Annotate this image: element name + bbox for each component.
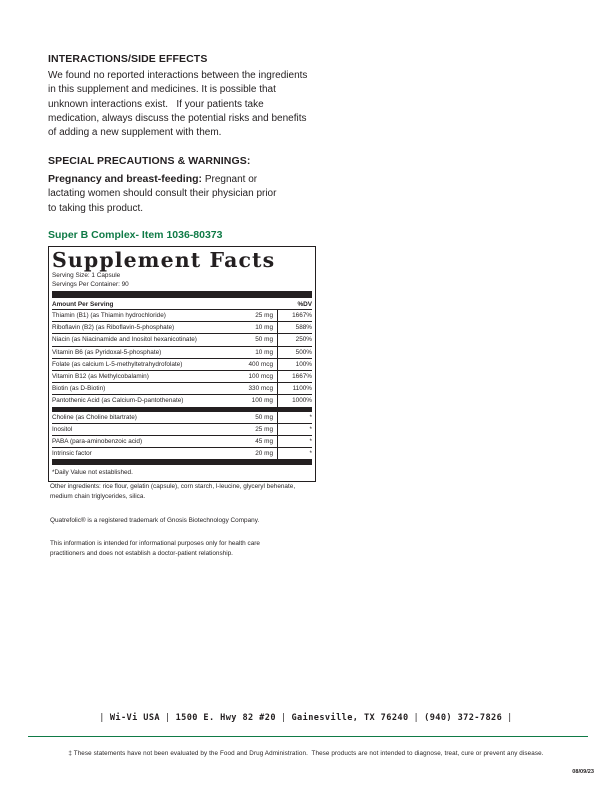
facts-row (52, 322, 312, 334)
supplement-facts-panel (48, 246, 316, 482)
col-dv-header: %DV (297, 301, 312, 308)
daily-value-footnote: *Daily Value not established. (52, 469, 133, 477)
footer-separator: | (413, 713, 420, 723)
nutrient-name: Thiamin (B1) (as Thiamin hydrochloride) (52, 312, 166, 319)
info-line: practitioners and does not establish a doctor-patient relationship. (50, 550, 233, 557)
facts-title: Supplement Facts (52, 248, 276, 272)
interactions-line: in this supplement and medicines. It is possible that (48, 84, 276, 96)
nutrient-amount: 10 mg (207, 347, 278, 358)
facts-row (52, 383, 312, 395)
nutrient-name: Inositol (52, 425, 73, 433)
facts-row (52, 359, 312, 371)
facts-row (52, 448, 312, 460)
nutrient-name: Folate (as calcium L-5-methyltetrahydrofolate) (52, 360, 183, 368)
other-ingredients-line: medium chain triglycerides, silica. (50, 493, 146, 500)
interactions-line: unknown interactions exist. If your patients take (48, 98, 264, 110)
facts-row (52, 412, 312, 424)
facts-rows-vitamins (52, 310, 312, 408)
nutrient-amount: 400 mcg (207, 359, 278, 370)
nutrient-dv: 100% (295, 360, 312, 368)
nutrient-name: Riboflavin (B2) (as Riboflavin-5-phosphate) (52, 324, 175, 332)
facts-header-row (52, 299, 312, 310)
nutrient-dv: * (309, 413, 312, 421)
interactions-line: of adding a new supplement with them. (48, 127, 222, 139)
precautions-text (48, 172, 338, 216)
nutrient-amount: 10 mg (207, 322, 278, 333)
facts-thick-rule (52, 291, 312, 298)
facts-row (52, 347, 312, 359)
footer-company: Wi-Vi USA (109, 713, 160, 723)
interactions-text (48, 69, 318, 140)
trademark-note: Quatrefolic® is a registered trademark of Gnosis Biotechnology Company. (50, 517, 260, 524)
facts-row (52, 334, 312, 346)
footer-divider (28, 736, 588, 737)
serving-size: Serving Size: 1 Capsule (52, 272, 121, 279)
precautions-line: to taking this product. (48, 202, 144, 214)
info-line: This information is intended for informational purposes only for health care (50, 540, 260, 547)
footer-separator: | (164, 713, 171, 723)
nutrient-amount: 45 mg (207, 436, 278, 447)
nutrient-dv: * (309, 425, 312, 433)
other-ingredients-line: Other ingredients: rice flour, gelatin (capsule), corn starch, l-leucine, glyceryl behenate, (50, 483, 296, 490)
nutrient-amount: 100 mcg (207, 371, 278, 382)
facts-row (52, 395, 312, 407)
nutrient-dv: 1100% (292, 385, 312, 393)
nutrient-name: Vitamin B12 (as Methylcobalamin) (52, 373, 149, 381)
nutrient-amount: 330 mcg (207, 383, 278, 394)
nutrient-dv: 588% (295, 324, 312, 332)
nutrient-name: Biotin (as D-Biotin) (52, 385, 106, 393)
document-date: 08/09/23 (572, 769, 594, 775)
fda-disclaimer: ‡ These statements have not been evaluated by the Food and Drug Administration. These products are not intended to diagnose, treat, cure or prevent any disease. (68, 750, 544, 757)
interactions-heading: INTERACTIONS/SIDE EFFECTS (48, 53, 208, 65)
other-ingredients (50, 482, 320, 502)
nutrient-amount: 20 mg (207, 448, 278, 459)
info-note (50, 539, 320, 559)
footer-city: Gainesville, TX 76240 (291, 713, 409, 723)
nutrient-name: Pantothenic Acid (as Calcium-D-pantothenate) (52, 397, 184, 405)
nutrient-amount: 50 mg (207, 412, 278, 423)
nutrient-dv: 1667% (292, 373, 312, 381)
nutrient-dv: 500% (295, 348, 312, 356)
interactions-line: medication, always discuss the potential risks and benefits (48, 112, 307, 124)
nutrient-dv: 1667% (292, 312, 312, 319)
facts-row (52, 310, 312, 322)
facts-rows-other (52, 412, 312, 461)
facts-row (52, 424, 312, 436)
footer-phone: (940) 372-7826 (424, 713, 503, 723)
nutrient-amount: 25 mg (207, 310, 278, 321)
servings-per-container: Servings Per Container: 90 (52, 281, 129, 288)
interactions-line: We found no reported interactions between the ingredients (48, 70, 308, 81)
nutrient-dv: * (309, 450, 312, 458)
precautions-lead: Pregnancy and breast-feeding: (48, 173, 203, 185)
nutrient-name: PABA (para-aminobenzoic acid) (52, 438, 143, 446)
footer-separator: | (99, 713, 105, 723)
facts-row (52, 436, 312, 448)
nutrient-amount: 25 mg (207, 424, 278, 435)
precautions-line1-rest: Pregnant or (202, 174, 258, 185)
nutrient-dv: 1000% (292, 397, 312, 405)
nutrient-name: Intrinsic factor (52, 450, 92, 458)
footer-separator: | (280, 713, 287, 723)
footer-contact (0, 713, 612, 723)
nutrient-amount: 50 mg (207, 334, 278, 345)
precautions-line (48, 172, 338, 187)
product-title: Super B Complex- Item 1036-80373 (48, 229, 223, 241)
precautions-heading: SPECIAL PRECAUTIONS & WARNINGS: (48, 155, 251, 167)
nutrient-name: Niacin (as Niacinamide and Inositol hexanicotinate) (52, 336, 197, 344)
precautions-line: lactating women should consult their physician prior (48, 188, 277, 200)
nutrient-dv: 250% (295, 336, 312, 344)
nutrient-amount: 100 mg (207, 395, 278, 406)
nutrient-name: Vitamin B6 (as Pyridoxal-5-phosphate) (52, 348, 162, 356)
col-amount-header: Amount Per Serving (52, 301, 114, 308)
nutrient-name: Choline (as Choline bitartrate) (52, 413, 137, 421)
footer-separator: | (507, 713, 513, 723)
footer-address: 1500 E. Hwy 82 #20 (175, 713, 276, 723)
nutrient-dv: * (309, 438, 312, 446)
facts-row (52, 371, 312, 383)
